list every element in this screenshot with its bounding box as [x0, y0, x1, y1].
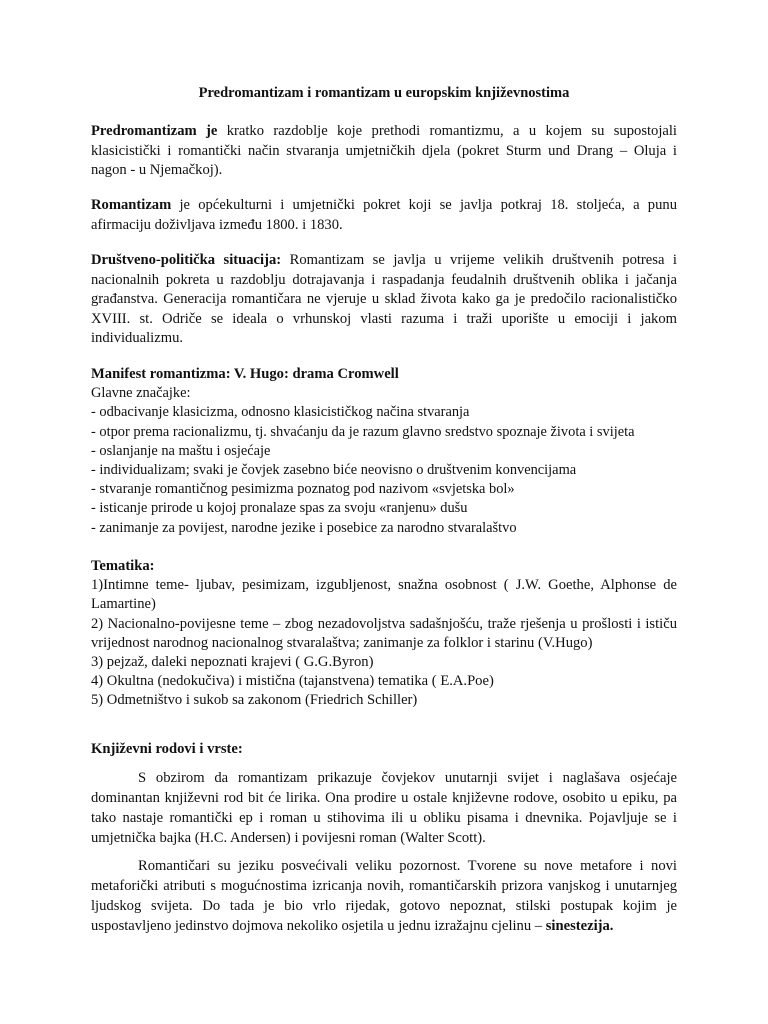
text-predromantizam: kratko razdoblje koje prethodi romantizmu, a u kojem su supostojali klasicistički i romantički način stvaranja umjetničkih djela (pokret Sturm und Drang – Oluja i nagon - u Njemačkoj). [91, 123, 677, 178]
list-item: 3) pejzaž, daleki nepoznati krajevi ( G.G.Byron) [91, 654, 374, 671]
manifest-subheading: Glavne značajke: [91, 385, 191, 402]
list-item: 5) Odmetništvo i sukob sa zakonom (Friedrich Schiller) [91, 692, 418, 709]
term-sinestezija: sinestezija. [545, 917, 614, 934]
list-item: - otpor prema racionalizmu, tj. shvaćanju da je razum glavno sredstvo spoznaje života i svijeta [91, 423, 635, 440]
list-item: - isticanje prirode u kojoj pronalaze spas za svoju «ranjenu» dušu [91, 500, 468, 517]
list-item: - individualizam; svaki je čovjek zasebno biće neovisno o društvenim konvencijama [91, 462, 577, 479]
tematika-heading: Tematika: [91, 558, 155, 574]
section-tematika [91, 557, 677, 711]
section-rodovi [91, 740, 677, 937]
text-romantizam: je općekulturni i umjetnički pokret koji se javlja potkraj 18. stoljeća, a punu afirmaciju doživljava između 1800. i 1830. [91, 197, 677, 233]
list-item: 4) Okultna (nedokučiva) i mistična (tajanstvena) tematika ( E.A.Poe) [91, 673, 494, 690]
term-predromantizam: Predromantizam je [91, 123, 218, 139]
rodovi-paragraph-1: S obzirom da romantizam prikazuje čovjekov unutarnji svijet i naglašava osjećaje dominantan književni rod bit će lirika. Ona prodire u ostale književne rodove, osobito u epiku, pa tako nastaje romantički ep i roman u stihovima ili u obliku pisama i dnevnika. Pojavljuje se i umjetnička bajka (H.C. Andersen) i povijesni roman (Walter Scott). [91, 770, 677, 846]
paragraph-drustveno-politicka [91, 251, 677, 349]
manifest-heading: Manifest romantizma: V. Hugo: drama Cromwell [91, 366, 399, 382]
term-romantizam: Romantizam [91, 197, 172, 213]
document-title: Predromantizam i romantizam u europskim književnostima [198, 85, 570, 101]
text-drustveno-politicka: Romantizam se javlja u vrijeme velikih društvenih potresa i nacionalnih pokreta u razdoblju dotrajavanja i raspadanja feudalnih društvenih oblika i jačanja građanstva. Generacija romantičara ne vjeruje u sklad života kako ga je predočilo racionalističko XVIII. st. Odriče se ideala o vrhunskoj vlasti razuma i traži uporište u emociji i jakom individualizmu. [91, 252, 677, 346]
paragraph-predromantizam [91, 122, 677, 181]
paragraph-romantizam [91, 196, 677, 235]
rodovi-paragraph-2-text: Romantičari su jeziku posvećivali veliku pozornost. Tvorene su nove metafore i novi metaforički atributi s mogućnostima izricanja novih, romantičarskih prizora vanjskog i unutarnjeg ljudskog svijeta. Do tada je bio vrlo rijedak, gotovo nepoznat, stilski postupak kojim je uspostavljeno jedinstvo dojmova nekoliko osjetila u jednu izražajnu cjelinu – [91, 858, 677, 934]
list-item: 2) Nacionalno-povijesne teme – zbog nezadovoljstva sadašnjošću, traže rješenja u prošlosti i ističu vrijednost narodnog nacionalnog stvaralaštva; zanimanje za folklor i starinu (V.Hugo) [91, 615, 677, 651]
list-item: - stvaranje romantičnog pesimizma poznatog pod nazivom «svjetska bol» [91, 481, 515, 498]
list-item: - zanimanje za povijest, narodne jezike i posebice za narodno stvaralaštvo [91, 519, 517, 536]
list-item: 1)Intimne teme- ljubav, pesimizam, izgubljenost, snažna osobnost ( J.W. Goethe, Alphonse de Lamartine) [91, 577, 677, 613]
list-item: - oslanjanje na maštu i osjećaje [91, 442, 271, 459]
list-item: - odbacivanje klasicizma, odnosno klasicističkog načina stvaranja [91, 404, 470, 421]
rodovi-paragraph-2 [91, 857, 677, 936]
rodovi-heading: Književni rodovi i vrste: [91, 741, 243, 757]
term-drustveno-politicka: Društveno-politička situacija: [91, 252, 282, 268]
section-manifest [91, 365, 677, 538]
